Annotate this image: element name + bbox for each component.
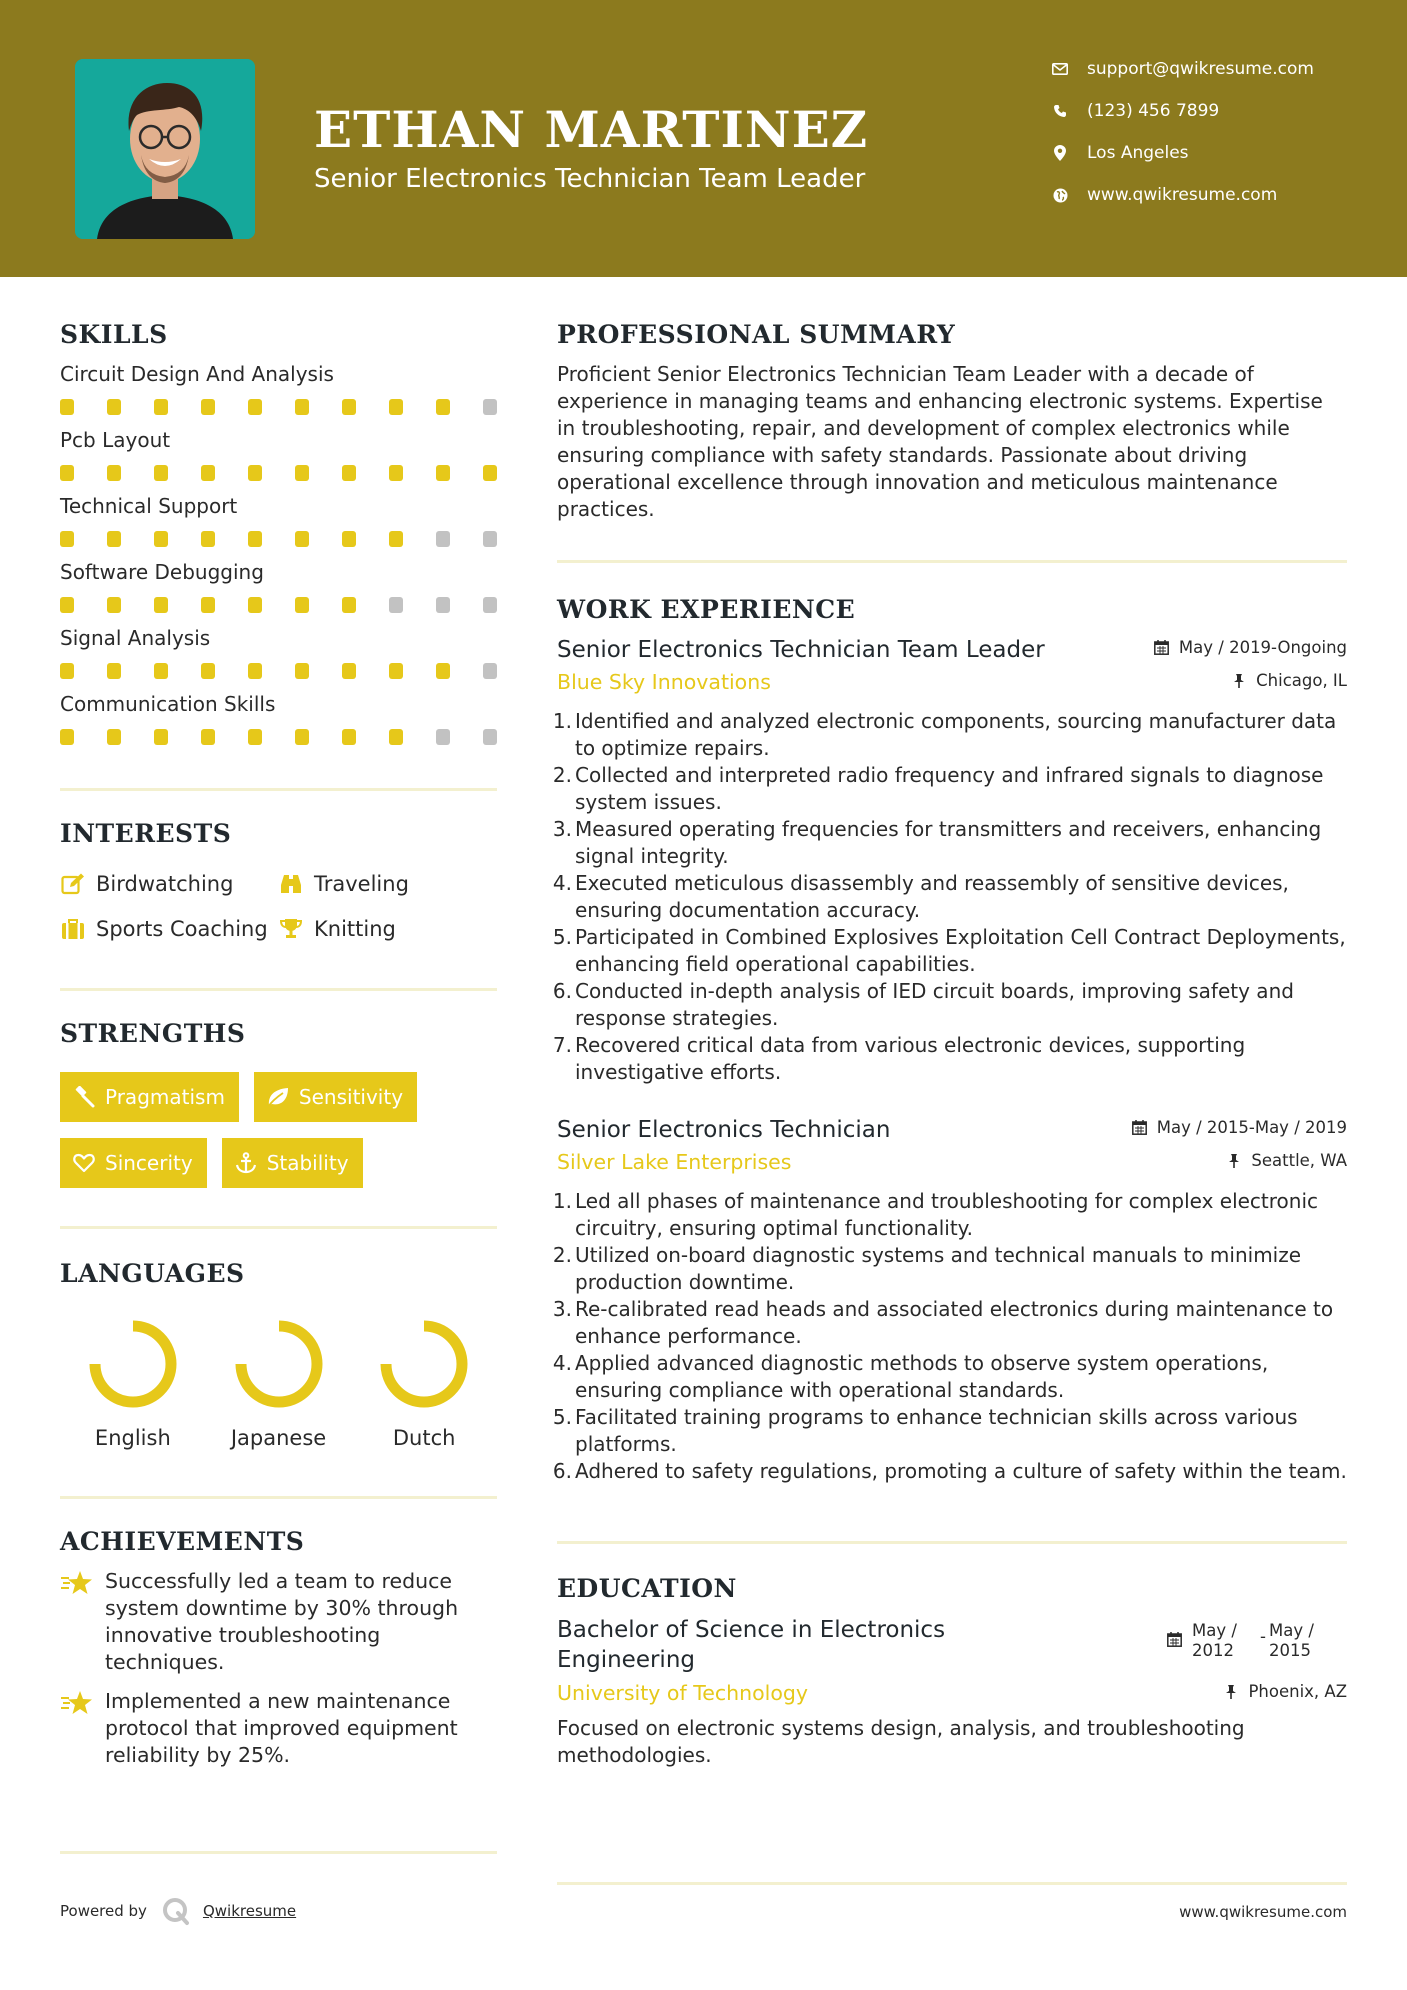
skill-dot-filled (436, 465, 450, 481)
skill-dot-empty (436, 597, 450, 613)
language-level-ring (95, 1326, 171, 1402)
job-location: Seattle, WA (1226, 1151, 1347, 1170)
skill-name: Communication Skills (60, 692, 276, 716)
languages-list (60, 1318, 497, 1450)
job-bullets (552, 708, 1347, 1086)
section-divider (60, 1851, 497, 1854)
education-heading: EDUCATION (557, 1574, 737, 1603)
section-divider (557, 1882, 1347, 1885)
interests-list (60, 870, 497, 942)
gavel-icon (72, 1085, 96, 1109)
candidate-name: ETHAN MARTINEZ (314, 100, 869, 159)
skill-name: Pcb Layout (60, 428, 171, 452)
interest-item: Sports Coaching (60, 915, 278, 942)
skill-dot-empty (483, 399, 497, 415)
skills-list (60, 361, 497, 745)
skill-dot-filled (107, 531, 121, 547)
skill-dot-filled (295, 597, 309, 613)
strength-badge: Pragmatism (60, 1072, 239, 1122)
binoculars-icon (278, 871, 304, 897)
skill-dot-filled (248, 663, 262, 679)
contact-phone[interactable]: (123) 456 7899 (1050, 97, 1390, 139)
section-divider (557, 560, 1347, 563)
school-name: University of Technology (557, 1681, 809, 1705)
skill-dot-filled (436, 663, 450, 679)
languages-heading: LANGUAGES (60, 1259, 245, 1288)
skill-dot-empty (436, 729, 450, 745)
pencil-square-icon (60, 871, 86, 897)
education-entry (557, 1615, 1347, 1769)
calendar-icon (1167, 1632, 1182, 1652)
company-name: Silver Lake Enterprises (557, 1150, 792, 1174)
language-item (60, 1318, 206, 1450)
list-item: 3. Measured operating frequencies for transmitters and receivers, enhancing signal integrity. (552, 817, 1322, 868)
skill-rating (60, 531, 497, 547)
skill-dot-filled (295, 663, 309, 679)
pushpin-icon (1231, 673, 1247, 689)
list-item: 3. Re-calibrated read heads and associated electronics during maintenance to enhance performance. (552, 1297, 1334, 1348)
contact-list (1050, 55, 1390, 223)
skill-rating (60, 399, 497, 415)
skill-dot-filled (201, 465, 215, 481)
section-divider (60, 1226, 497, 1229)
skill-item (60, 361, 497, 415)
skill-dot-filled (342, 399, 356, 415)
resume-header (0, 0, 1407, 277)
skill-dot-filled (201, 399, 215, 415)
skill-name: Technical Support (60, 494, 238, 518)
achievements-list (60, 1568, 497, 1769)
contact-location: Los Angeles (1050, 139, 1390, 181)
anchor-icon (234, 1151, 258, 1175)
skill-dot-filled (389, 399, 403, 415)
heart-icon (72, 1151, 96, 1175)
company-name: Blue Sky Innovations (557, 670, 771, 694)
list-item: 6. Conducted in-depth analysis of IED circuit boards, improving safety and response strategies. (552, 979, 1294, 1030)
skill-dot-filled (154, 465, 168, 481)
list-item: 2. Collected and interpreted radio frequency and infrared signals to diagnose system issues. (552, 763, 1324, 814)
skill-dot-empty (483, 531, 497, 547)
interest-item: Birdwatching (60, 870, 278, 897)
experience-heading: WORK EXPERIENCE (557, 595, 856, 624)
skill-dot-filled (342, 531, 356, 547)
pushpin-icon (1223, 1684, 1239, 1700)
skill-dot-filled (248, 597, 262, 613)
list-item: 4. Applied advanced diagnostic methods to observe system operations, ensuring compliance with operational standards. (552, 1351, 1269, 1402)
skill-dot-filled (295, 399, 309, 415)
skill-dot-filled (389, 663, 403, 679)
list-item: 7. Recovered critical data from various electronic devices, supporting investigative efforts. (552, 1033, 1246, 1084)
degree-title: Bachelor of Science in Electronics (557, 1617, 946, 1643)
job-title: Senior Electronics Technician (557, 1117, 891, 1143)
skill-item (60, 625, 497, 679)
skill-item (60, 493, 497, 547)
skill-dot-filled (154, 729, 168, 745)
globe-icon (1050, 181, 1070, 209)
skill-dot-empty (389, 597, 403, 613)
skill-dot-filled (248, 465, 262, 481)
skill-dot-filled (248, 729, 262, 745)
skill-dot-filled (342, 465, 356, 481)
language-level-ring (386, 1326, 462, 1402)
skill-dot-filled (60, 597, 74, 613)
skill-dot-filled (201, 597, 215, 613)
job-date: May / 2015-May / 2019 (1132, 1118, 1347, 1137)
skill-dot-empty (483, 663, 497, 679)
summary-text: Proficient Senior Electronics Technician Team Leader with a decade of experience in managing teams and enhancing electronic systems. Expertise in troubleshooting, repair, and development of complex electronics while ensuring compliance with safety standards. Passionate about driving operational excellence through innovation and meticulous maintenance practices. (557, 362, 1323, 521)
qwikresume-logo-icon (161, 1896, 191, 1926)
degree-title-cont: Engineering (557, 1647, 695, 1673)
education-description: Focused on electronic systems design, analysis, and troubleshooting methodologies. (557, 1716, 1245, 1767)
achievement-item: Implemented a new maintenance protocol that improved equipment reliability by 25%. (60, 1688, 497, 1769)
skill-name: Signal Analysis (60, 626, 211, 650)
list-item: 6. Adhered to safety regulations, promoting a culture of safety within the team. (552, 1459, 1347, 1483)
skill-dot-filled (295, 729, 309, 745)
language-name: Japanese (230, 1426, 327, 1450)
language-item (206, 1318, 352, 1450)
skill-item (60, 427, 497, 481)
skill-dot-filled (248, 531, 262, 547)
language-name: English (94, 1426, 171, 1450)
pushpin-icon (1226, 1153, 1242, 1169)
achievement-item: Successfully led a team to reduce system downtime by 30% through innovative troubleshooting techniques. (60, 1568, 497, 1676)
job-title: Senior Electronics Technician Team Leader (557, 637, 1045, 663)
skill-dot-filled (201, 531, 215, 547)
skill-dot-filled (389, 465, 403, 481)
star-award-icon (60, 1570, 94, 1596)
skill-dot-filled (295, 465, 309, 481)
email-icon (1050, 55, 1070, 83)
skill-rating (60, 729, 497, 745)
list-item: 4. Executed meticulous disassembly and reassembly of sensitive devices, ensuring documentation accuracy. (552, 871, 1289, 922)
skill-dot-filled (295, 531, 309, 547)
list-item: 1. Led all phases of maintenance and troubleshooting for complex electronic circuitry, ensuring optimal functionality. (552, 1189, 1319, 1240)
skill-dot-filled (107, 663, 121, 679)
skill-dot-filled (389, 729, 403, 745)
skill-item (60, 559, 497, 613)
job-entry (552, 634, 1347, 1086)
skill-dot-filled (107, 597, 121, 613)
skill-dot-filled (60, 729, 74, 745)
skill-dot-empty (483, 597, 497, 613)
briefcase-icon (60, 916, 86, 942)
qwikresume-link[interactable]: Qwikresume (202, 1902, 297, 1920)
skills-heading: SKILLS (60, 320, 168, 349)
leaf-icon (266, 1085, 290, 1109)
language-name: Dutch (392, 1426, 456, 1450)
section-divider (60, 988, 497, 991)
skill-dot-filled (248, 399, 262, 415)
skill-dot-empty (483, 729, 497, 745)
education-date: May / 2012 - May / 2015 (1147, 1621, 1347, 1661)
job-bullets (552, 1188, 1347, 1485)
phone-icon (1050, 97, 1070, 125)
skill-dot-filled (107, 729, 121, 745)
section-divider (60, 788, 497, 791)
strengths-list (60, 1072, 497, 1188)
strength-badge: Stability (222, 1138, 363, 1188)
strength-badge: Sincerity (60, 1138, 207, 1188)
skill-dot-filled (107, 465, 121, 481)
skill-dot-filled (60, 531, 74, 547)
section-divider (60, 1496, 497, 1499)
contact-email[interactable]: support@qwikresume.com (1050, 55, 1390, 97)
skill-dot-filled (342, 663, 356, 679)
right-column (552, 320, 1347, 1769)
interests-heading: INTERESTS (60, 819, 232, 848)
skill-dot-filled (436, 399, 450, 415)
strength-badge: Sensitivity (254, 1072, 417, 1122)
skill-dot-filled (342, 597, 356, 613)
skill-rating (60, 465, 497, 481)
list-item: 5. Participated in Combined Explosives Exploitation Cell Contract Deployments, enhancing field operational capabilities. (552, 925, 1346, 976)
skill-dot-filled (342, 729, 356, 745)
skill-rating (60, 597, 497, 613)
skill-dot-filled (154, 531, 168, 547)
skill-item (60, 691, 497, 745)
skill-dot-filled (389, 531, 403, 547)
job-location: Chicago, IL (1231, 671, 1347, 690)
skill-dot-filled (154, 663, 168, 679)
section-divider (557, 1541, 1347, 1544)
skill-dot-empty (436, 531, 450, 547)
footer-powered-by: Powered by Qwikresume (60, 1896, 296, 1926)
skill-dot-filled (107, 399, 121, 415)
skill-dot-filled (201, 663, 215, 679)
list-item: 2. Utilized on-board diagnostic systems and technical manuals to minimize production downtime. (552, 1243, 1302, 1294)
job-entry (552, 1114, 1347, 1485)
skill-name: Circuit Design And Analysis (60, 362, 334, 386)
location-pin-icon (1050, 139, 1070, 167)
skill-dot-filled (154, 597, 168, 613)
skill-rating (60, 663, 497, 679)
skill-name: Software Debugging (60, 560, 264, 584)
skill-dot-filled (60, 399, 74, 415)
profile-photo (75, 59, 255, 239)
interest-item: Knitting (278, 915, 478, 942)
skill-dot-filled (60, 465, 74, 481)
candidate-title: Senior Electronics Technician Team Leader (314, 164, 866, 194)
list-item: 5. Facilitated training programs to enhance technician skills across various platforms. (552, 1405, 1298, 1456)
job-date: May / 2019-Ongoing (1154, 638, 1347, 657)
skill-dot-filled (154, 399, 168, 415)
school-location: Phoenix, AZ (1223, 1682, 1347, 1701)
skill-dot-filled (201, 729, 215, 745)
left-column (60, 320, 497, 1769)
interest-item: Traveling (278, 870, 478, 897)
summary-heading: PROFESSIONAL SUMMARY (557, 320, 956, 349)
skill-dot-filled (483, 465, 497, 481)
list-item: 1. Identified and analyzed electronic components, sourcing manufacturer data to optimize repairs. (552, 709, 1337, 760)
calendar-icon (1154, 640, 1170, 656)
skill-dot-filled (60, 663, 74, 679)
achievements-heading: ACHIEVEMENTS (60, 1527, 305, 1556)
footer-website[interactable]: www.qwikresume.com (1179, 1903, 1347, 1921)
strengths-heading: STRENGTHS (60, 1019, 246, 1048)
language-level-ring (241, 1326, 317, 1402)
star-award-icon (60, 1690, 94, 1716)
contact-website[interactable]: www.qwikresume.com (1050, 181, 1390, 223)
trophy-icon (278, 916, 304, 942)
calendar-icon (1132, 1120, 1148, 1136)
language-item (351, 1318, 497, 1450)
